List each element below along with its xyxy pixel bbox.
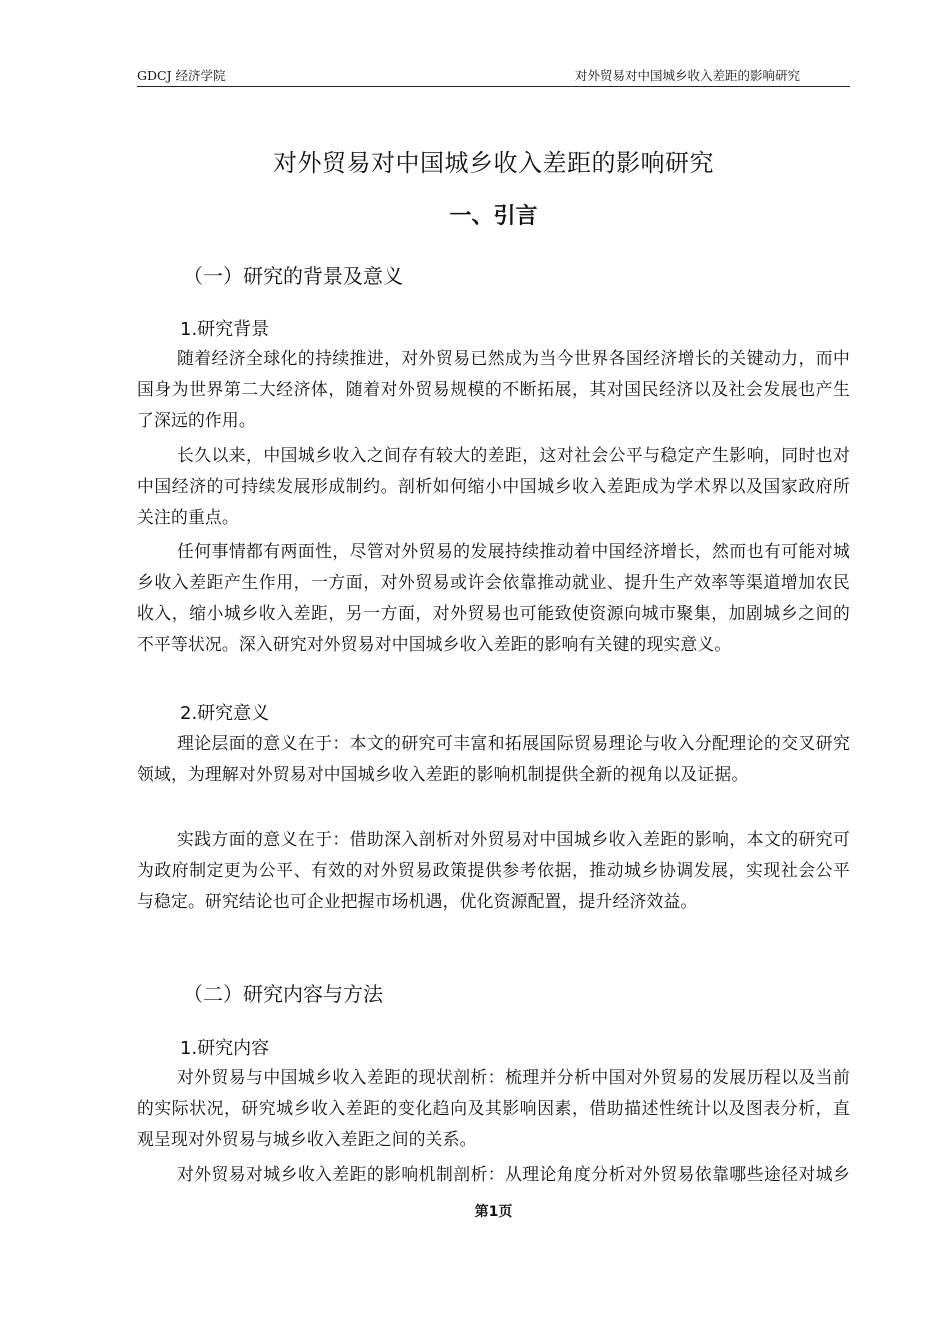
header-right-text: 对外贸易对中国城乡收入差距的影响研究 <box>574 68 800 83</box>
header-left-text: GDCJ 经济学院 <box>137 68 226 83</box>
paragraph-content-1: 对外贸易与中国城乡收入差距的现状剖析：梳理并分析中国对外贸易的发展历程以及当前的实际状况，研究城乡收入差距的变化趋向及其影响因素，借助描述性统计以及图表分析，直观呈现对外贸易与城乡收入差距之间的关系。 <box>137 1067 850 1149</box>
paragraph-content-2: 对外贸易对城乡收入差距的影响机制剖析：从理论角度分析对外贸易依靠哪些途径对城乡 <box>177 1164 850 1184</box>
subsection-heading-background: （一）研究的背景及意义 <box>183 264 403 288</box>
heading-research-significance: 2.研究意义 <box>180 703 270 724</box>
heading-research-background: 1.研究背景 <box>180 319 270 340</box>
heading-research-content: 1.研究内容 <box>180 1038 270 1059</box>
paper-title: 对外贸易对中国城乡收入差距的影响研究 <box>273 149 714 177</box>
subsection-heading-content-method: （二）研究内容与方法 <box>183 982 383 1006</box>
section-heading-intro: 一、引言 <box>449 204 538 229</box>
paragraph-significance-2: 实践方面的意义在于：借助深入剖析对外贸易对中国城乡收入差距的影响，本文的研究可为政府制定更为公平、有效的对外贸易政策提供参考依据，推动城乡协调发展，实现社会公平与稳定。研究结论也可企业把握市场机遇，优化资源配置，提升经济效益。 <box>137 829 850 911</box>
paragraph-background-3: 任何事情都有两面性，尽管对外贸易的发展持续推动着中国经济增长，然而也有可能对城乡收入差距产生作用，一方面，对外贸易或许会依靠推动就业、提升生产效率等渠道增加农民收入，缩小城乡收入差距，另一方面，对外贸易也可能致使资源向城市聚集，加剧城乡之间的不平等状况。深入研究对外贸易对中国城乡收入差距的影响有关键的现实意义。 <box>137 541 850 654</box>
paragraph-significance-1: 理论层面的意义在于：本文的研究可丰富和拓展国际贸易理论与收入分配理论的交叉研究领域，为理解对外贸易对中国城乡收入差距的影响机制提供全新的视角以及证据。 <box>137 733 850 784</box>
paragraph-background-1: 随着经济全球化的持续推进，对外贸易已然成为当今世界各国经济增长的关键动力，而中国身为世界第二大经济体，随着对外贸易规模的不断拓展，其对国民经济以及社会发展也产生了深远的作用。 <box>137 348 850 430</box>
page-header <box>137 66 850 87</box>
paragraph-background-2: 长久以来，中国城乡收入之间存有较大的差距，这对社会公平与稳定产生影响，同时也对中国经济的可持续发展形成制约。剖析如何缩小中国城乡收入差距成为学术界以及国家政府所关注的重点。 <box>137 445 850 527</box>
page-number: 第1页 <box>474 1204 513 1220</box>
